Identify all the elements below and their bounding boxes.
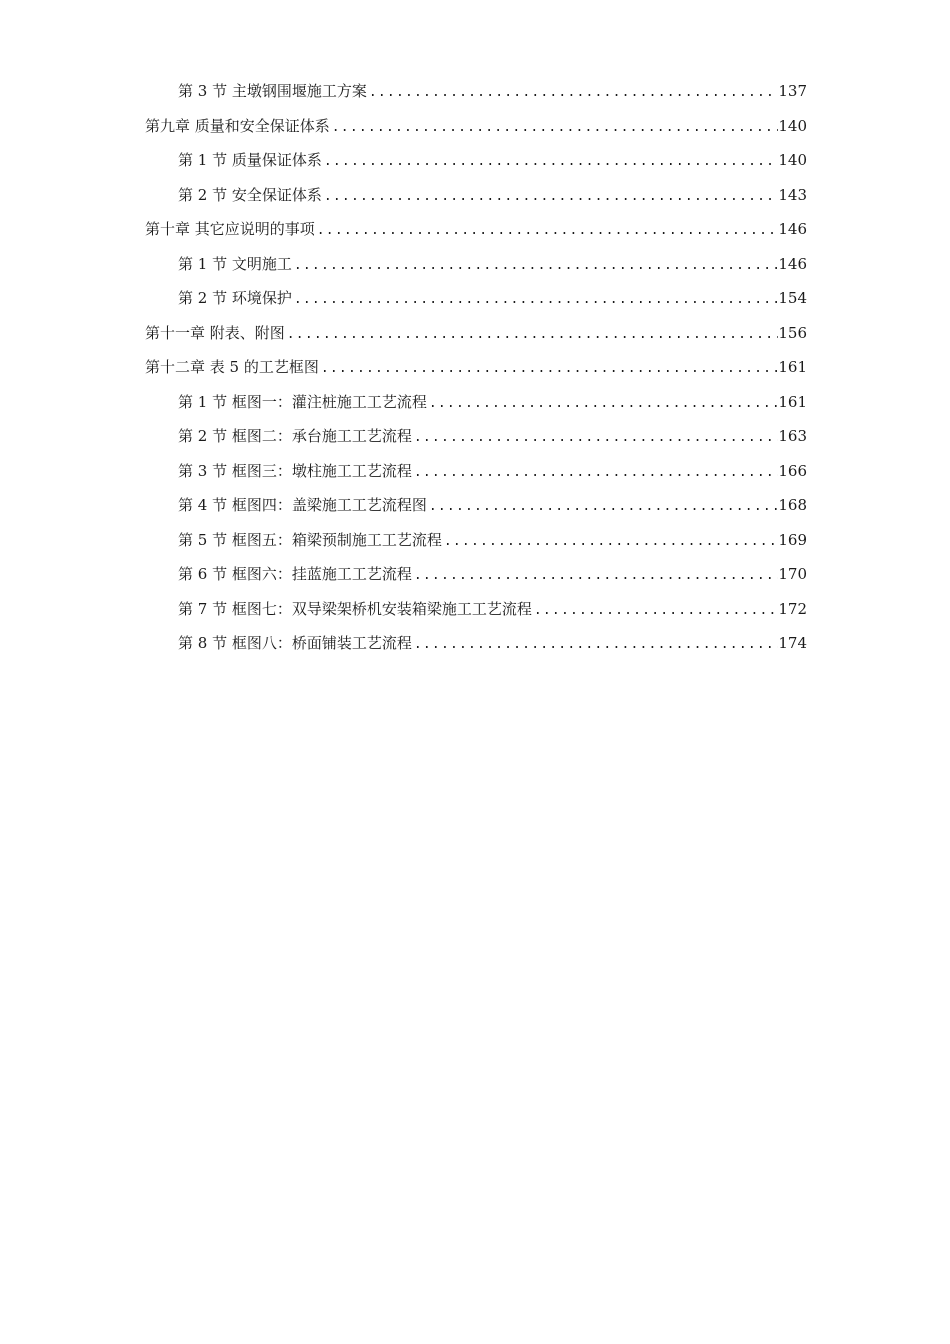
toc-dot-leader — [427, 490, 779, 525]
toc-entry-page: 166 — [778, 461, 807, 480]
toc-entry-title: 第 5 节 框图五：箱梁预制施工工艺流程 — [178, 530, 442, 549]
toc-entry-page: 146 — [778, 220, 807, 238]
toc-entry-title: 第 2 节 环境保护 — [178, 289, 292, 307]
toc-entry-title: 第 2 节 框图二：承台施工工艺流程 — [178, 427, 412, 445]
toc-entry[interactable] — [145, 592, 807, 627]
toc-dot-leader — [315, 214, 779, 249]
toc-entry-page: 140 — [778, 151, 807, 169]
toc-entry-title: 第十二章 表 5 的工艺框图 — [145, 358, 319, 376]
table-of-contents — [145, 74, 807, 661]
toc-entry-title: 第 6 节 框图六：挂蓝施工工艺流程 — [178, 565, 412, 583]
toc-entry[interactable] — [145, 350, 807, 385]
toc-entry-page: 140 — [778, 116, 807, 135]
toc-entry-title: 第九章 质量和安全保证体系 — [145, 116, 330, 135]
toc-entry-title: 第 4 节 框图四：盖梁施工工艺流程图 — [178, 496, 427, 514]
toc-entry[interactable] — [145, 488, 807, 523]
toc-entry-page: 169 — [778, 530, 807, 549]
toc-entry-page: 161 — [778, 358, 807, 376]
toc-entry-page: 168 — [778, 496, 807, 514]
toc-dot-leader — [330, 111, 779, 146]
toc-dot-leader — [442, 525, 779, 560]
toc-dot-leader — [412, 421, 779, 456]
toc-entry[interactable] — [145, 419, 807, 454]
toc-entry-title: 第 3 节 框图三：墩柱施工工艺流程 — [178, 461, 412, 480]
toc-entry[interactable] — [145, 557, 807, 592]
toc-entry-title: 第 1 节 质量保证体系 — [178, 151, 322, 169]
toc-entry[interactable] — [145, 626, 807, 661]
toc-entry-title: 第 3 节 主墩钢围堰施工方案 — [178, 82, 367, 100]
toc-entry-title: 第 1 节 框图一：灌注桩施工工艺流程 — [178, 392, 427, 411]
toc-entry-page: 163 — [778, 427, 807, 445]
toc-entry[interactable] — [145, 212, 807, 247]
toc-dot-leader — [412, 628, 779, 663]
toc-entry-title: 第 1 节 文明施工 — [178, 254, 292, 273]
toc-entry[interactable] — [145, 454, 807, 489]
toc-dot-leader — [319, 352, 779, 387]
toc-dot-leader — [322, 145, 779, 180]
toc-entry[interactable] — [145, 281, 807, 316]
toc-entry-title: 第 8 节 框图八：桥面铺装工艺流程 — [178, 634, 412, 652]
toc-entry-page: 161 — [778, 392, 807, 411]
toc-entry-title: 第十章 其它应说明的事项 — [145, 220, 315, 238]
toc-entry[interactable] — [145, 523, 807, 558]
toc-entry[interactable] — [145, 74, 807, 109]
toc-entry-page: 146 — [778, 254, 807, 273]
toc-entry[interactable] — [145, 247, 807, 282]
toc-dot-leader — [367, 76, 779, 111]
toc-dot-leader — [322, 180, 779, 215]
toc-dot-leader — [292, 249, 779, 284]
toc-dot-leader — [412, 559, 779, 594]
toc-dot-leader — [412, 456, 779, 491]
toc-entry[interactable] — [145, 178, 807, 213]
toc-entry-page: 172 — [778, 599, 807, 618]
toc-dot-leader — [427, 387, 779, 422]
toc-entry[interactable] — [145, 385, 807, 420]
toc-entry[interactable] — [145, 143, 807, 178]
toc-entry-title: 第 7 节 框图七：双导梁架桥机安装箱梁施工工艺流程 — [178, 599, 532, 618]
toc-entry-page: 137 — [778, 82, 807, 100]
toc-dot-leader — [532, 594, 779, 629]
toc-entry-page: 156 — [778, 323, 807, 342]
toc-entry-title: 第 2 节 安全保证体系 — [178, 185, 322, 204]
toc-entry-page: 154 — [778, 289, 807, 307]
toc-dot-leader — [285, 318, 779, 353]
toc-dot-leader — [292, 283, 779, 318]
toc-entry-page: 170 — [778, 565, 807, 583]
toc-entry-page: 174 — [778, 634, 807, 652]
toc-entry-page: 143 — [778, 185, 807, 204]
toc-entry-title: 第十一章 附表、附图 — [145, 323, 285, 342]
toc-entry[interactable] — [145, 316, 807, 351]
toc-entry[interactable] — [145, 109, 807, 144]
